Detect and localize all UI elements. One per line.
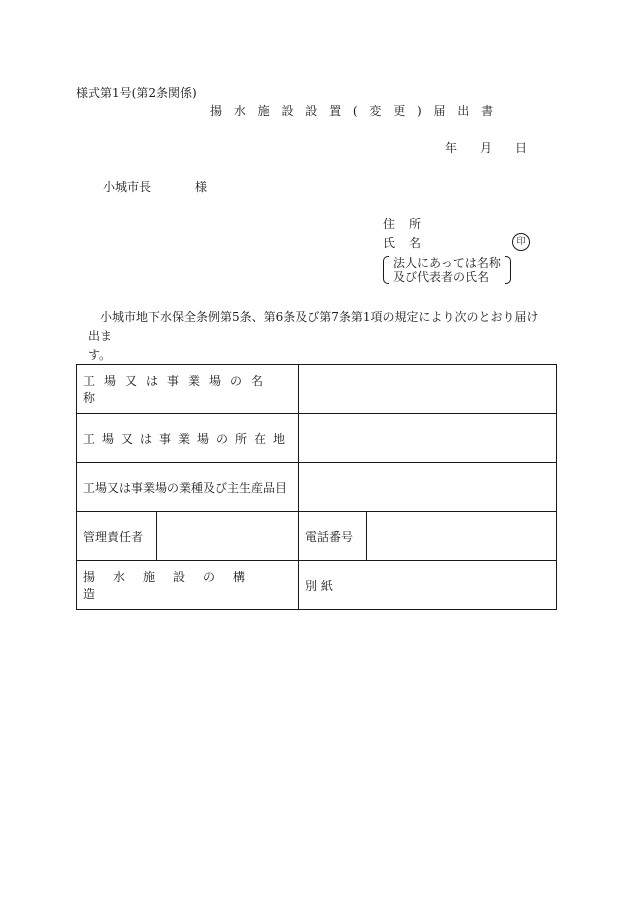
body-text-line2: す。 bbox=[88, 348, 112, 362]
corporate-note bbox=[383, 254, 511, 286]
address-label: 住所 bbox=[383, 217, 436, 231]
table-row bbox=[77, 512, 557, 561]
body-text bbox=[88, 308, 550, 365]
addressee-name: 小城市長 bbox=[103, 180, 152, 194]
business-type-label: 工場又は事業場の業種及び主生産品目 bbox=[77, 463, 299, 512]
addressee-honorific: 様 bbox=[195, 180, 208, 194]
facility-location-label: 工場又は事業場の所在地 bbox=[77, 414, 299, 463]
phone-field[interactable] bbox=[367, 512, 557, 561]
pumping-structure-value: 別 紙 bbox=[299, 561, 557, 610]
table-row bbox=[77, 561, 557, 610]
date-day-label: 日 bbox=[515, 141, 528, 155]
corporate-note-line2: 及び代表者の氏名 bbox=[393, 270, 490, 284]
form-number-label: 様式第1号(第2条関係) bbox=[76, 86, 197, 100]
date-year-label: 年 bbox=[445, 141, 458, 155]
form-table bbox=[76, 364, 557, 610]
pumping-structure-label: 揚水施設の構造 bbox=[77, 561, 299, 610]
document-title: 揚 水 施 設 設 置 ( 変 更 ) 届 出 書 bbox=[210, 104, 498, 118]
table-row bbox=[77, 414, 557, 463]
date-month-label: 月 bbox=[480, 141, 493, 155]
table-row bbox=[77, 365, 557, 414]
facility-location-field[interactable] bbox=[299, 414, 557, 463]
manager-label: 管理責任者 bbox=[77, 512, 157, 561]
bracket-right bbox=[505, 256, 511, 284]
seal-icon: 印 bbox=[512, 233, 530, 251]
facility-name-field[interactable] bbox=[299, 365, 557, 414]
table-row bbox=[77, 463, 557, 512]
manager-field[interactable] bbox=[157, 512, 299, 561]
facility-name-label: 工場又は事業場の名称 bbox=[77, 365, 299, 414]
corporate-note-line1: 法人にあっては名称 bbox=[393, 256, 501, 270]
name-label: 氏名 bbox=[383, 236, 436, 250]
business-type-field[interactable] bbox=[299, 463, 557, 512]
phone-label: 電話番号 bbox=[299, 512, 367, 561]
bracket-left bbox=[383, 256, 389, 284]
body-text-line1: 小城市地下水保全条例第5条、第6条及び第7条第1項の規定により次のとおり届け出ま bbox=[88, 310, 539, 343]
